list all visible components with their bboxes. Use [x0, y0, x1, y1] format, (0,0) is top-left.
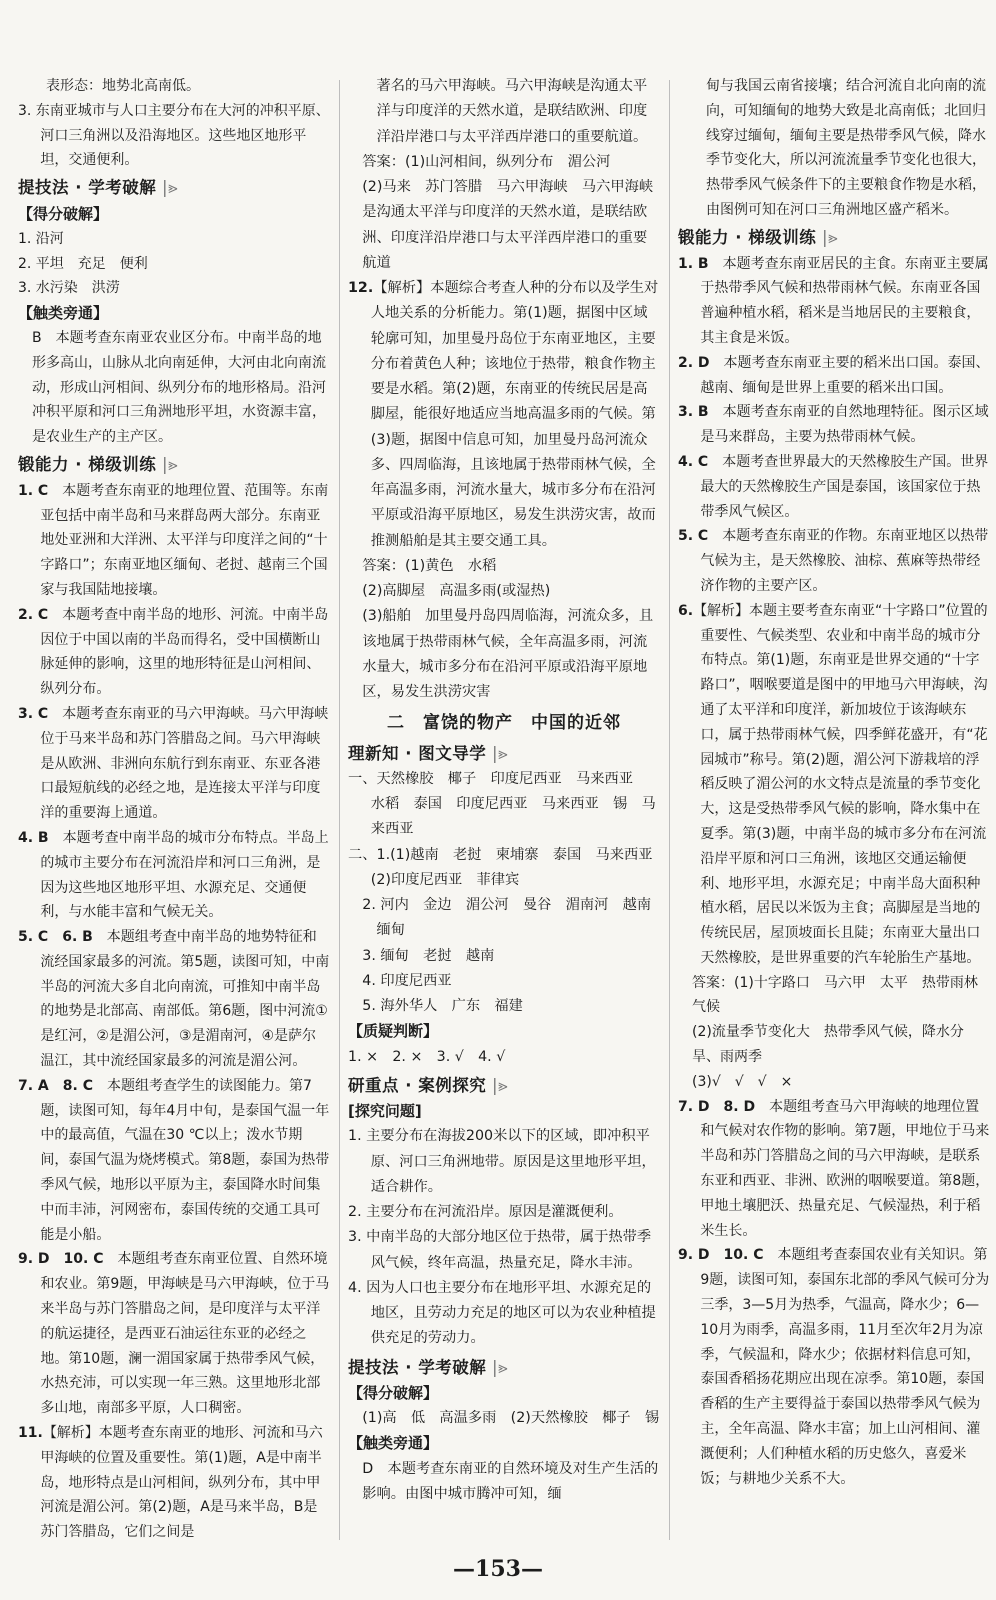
text-content: 3. 东南亚城市与人口主要分布在大河的冲积平原、河口三角洲以及沿海地区。这些地区地形平坦，交通便利。 — [18, 102, 330, 169]
answer-number: 1. B — [678, 255, 709, 272]
text-content: 表形态：地势北高南低。 — [46, 78, 200, 94]
text-content: 答案：(1)黄色 水稻 — [362, 557, 497, 574]
text-content: 【质疑判断】 — [348, 1022, 439, 1041]
text-line — [348, 1276, 660, 1352]
text-line — [348, 1200, 660, 1225]
answer-number: 5. C — [678, 528, 709, 545]
text-line — [348, 1225, 660, 1276]
text-content: 缅甸 — [376, 922, 406, 939]
text-content: 本题考查东南亚的地理位置、范围等。东南亚包括中南半岛和马来群岛两大部分。东南亚地处亚洲和大洋洲、太平洋与印度洋之间的“十字路口”；东南亚地区缅甸、老挝、越南三个国家与我国陆地接壤。 — [40, 482, 329, 598]
text-content: 锻能力 · 梯级训练 — [678, 227, 817, 247]
answer-item — [18, 826, 330, 925]
answer-number: 9. D 10. C — [18, 1251, 104, 1268]
text-line — [18, 326, 330, 450]
text-content: (3)√ √ √ × — [692, 1073, 793, 1090]
answer-number: 4. B — [18, 829, 49, 846]
double-chevron-icon: |⪢ — [156, 454, 178, 474]
text-line — [18, 276, 330, 301]
subsection-heading — [348, 1431, 660, 1456]
answer-item — [678, 524, 990, 598]
text-content: (1)高 低 高温多雨 (2)天然橡胶 椰子 锡 — [362, 1410, 660, 1426]
double-chevron-icon: |⪢ — [816, 227, 838, 247]
answer-item — [18, 1247, 330, 1421]
text-line — [348, 579, 660, 604]
double-chevron-icon: |⪢ — [486, 743, 508, 763]
text-line — [348, 175, 660, 276]
text-line — [348, 554, 660, 579]
section-heading — [348, 1355, 660, 1380]
text-content: 2. 河内 金边 湄公河 曼谷 湄南河 越南 — [348, 897, 652, 913]
lesson-title — [348, 711, 660, 736]
text-line — [348, 969, 660, 994]
subsection-heading — [348, 1019, 660, 1044]
text-content: 【解析】本题考查东南亚的地形、河流和马六甲海峡的位置及重要性。第(1)题，A是中南半岛，地形特点是山河相间，纵列分布，其中甲河流是湄公河。第(2)题，A是马来半岛，B是苏门答腊岛，它们之间是 — [40, 1425, 323, 1541]
answer-number: 9. D 10. C — [678, 1247, 764, 1264]
text-line — [18, 74, 330, 99]
answer-item — [678, 252, 990, 351]
text-content: 本题考查东南亚的作物。东南亚地区以热带气候为主，是天然橡胶、油棕、蕉麻等热带经济作物的主要产区。 — [700, 528, 989, 594]
text-content: 本题组考查学生的读图能力。第7题，读图可知，每年4月中旬，是泰国气温一年中的最高值，气温在30 ℃以上；泼水节期间，泰国气温为烧烤模式。第8题，泰国为热带季风气候，地形以平原为主，泰国降水时间集中而丰沛，河网密布，泰国传统的交通工具可能是小船。 — [40, 1077, 330, 1243]
answer-item — [678, 400, 990, 450]
text-line — [348, 843, 667, 894]
answer-number: 2. C — [18, 606, 49, 623]
answer-item — [18, 925, 330, 1074]
answer-item — [678, 599, 990, 971]
answer-page — [18, 74, 990, 1554]
text-content: 5. 海外华人 广东 福建 — [362, 998, 523, 1014]
section-heading — [678, 226, 990, 251]
text-content: (2)流量季节变化大 热带季风气候，降水分旱、雨两季 — [692, 1024, 964, 1066]
text-content: 二、1.(1)越南 老挝 柬埔寨 泰国 马来西亚 (2)印度尼西亚 菲律宾 — [348, 846, 667, 888]
column-right — [678, 74, 990, 1491]
text-content: 本题考查中南半岛的地形、河流。中南半岛因位于中国以南的半岛而得名，受中国横断山脉延伸的影响，这里的地形特征是山河相间、纵列分布。 — [40, 606, 329, 698]
text-content: 二 富饶的物产 中国的近邻 — [387, 713, 621, 734]
text-content: 3. 水污染 洪涝 — [18, 280, 120, 297]
text-content: 甸与我国云南省接壤；结合河流自北向南的流向，可知缅甸的地势大致是北高南低；北回归线穿过缅甸，缅甸主要是热带季风气候，降水季节变化大，所以河流流量季节变化也很大，热带季风气候条件下的主要粮食作物是水稻，由图例可知在河口三角洲地区盛产稻米。 — [706, 78, 986, 218]
text-line — [348, 944, 660, 969]
text-content: 本题考查东南亚的自然地理特征。图示区域是马来群岛，主要为热带雨林气候。 — [700, 404, 989, 446]
double-chevron-icon: |⪢ — [156, 178, 178, 198]
text-line — [348, 74, 660, 150]
answer-number: 6. — [678, 602, 694, 619]
double-chevron-icon: |⪢ — [486, 1075, 508, 1095]
text-content: 【解析】本题主要考查东南亚“十字路口”位置的重要性、气候类型、农业和中南半岛的城市分布特点。第(1)题，东南亚是世界交通的“十字路口”，咽喉要道是图中的甲地马六甲海峡，沟通了太平洋和印度洋，新加坡位于该海峡东口，属于热带雨林气候，四季鲜花盛开，有“花园城市”称号。第(2)题，湄公河下游栽培的浮稻反映了湄公河的水文特点是流量的季节变化大，这是受热带季风气候的影响，降水集中在夏季。第(3)题，中南半岛的城市多分布在河流沿岸平原和河口三角洲，该地区交通运输便利、地形平坦，水源充足；中南半岛大面积种植水稻，居民以米饭为主食；高脚屋是当地的传统民居，屋顶坡面长且陡；东南亚大量出口天然橡胶，是世界重要的汽车轮胎生产基地。 — [693, 602, 988, 966]
text-content: D 本题考查东南亚的自然环境及对生产生活的影响。由图中城市腾冲可知，缅 — [362, 1460, 659, 1502]
answer-number: 2. D — [678, 354, 710, 371]
subsection-heading — [348, 1099, 660, 1124]
text-content: 本题考查世界最大的天然橡胶生产国。世界最大的天然橡胶生产国是泰国，该国家位于热带季风气候区。 — [700, 453, 989, 520]
section-heading — [348, 741, 660, 766]
section-heading — [18, 453, 330, 478]
column-middle — [348, 74, 667, 1507]
subsection-heading — [348, 1381, 660, 1406]
text-content: 理新知 · 图文导学 — [348, 743, 487, 763]
text-content: 本题组考查泰国农业有关知识。第9题，读图可知，泰国东北部的季风气候可分为三季，3—5月为热季，气温高，降水少；6—10月为雨季，高温多雨，11月至次年2月为凉季，气候温和，降水少；依据材料信息可知，泰国香稻扬花期应出现在凉季。第10题，泰国香稻的生产主要得益于泰国以热带季风气候为主，全年高温、降水丰富；加上山河相间、灌溉便利；人们种植水稻的历史悠久，喜爱米饭；与耕地少关系不大。 — [700, 1247, 990, 1487]
text-content: 本题考查中南半岛的城市分布特点。半岛上的城市主要分布在河流沿岸和河口三角洲，是因为这些地区地形平坦、水源充足、交通便利，与水能丰富和气候无关。 — [40, 829, 329, 921]
text-content: 1. × 2. × 3. √ 4. √ — [348, 1048, 506, 1065]
text-line — [348, 150, 660, 175]
text-line — [18, 99, 330, 173]
text-line — [678, 971, 990, 1021]
answer-item — [678, 1095, 990, 1244]
answer-item — [18, 479, 330, 603]
text-content: 【触类旁通】 — [348, 1434, 439, 1453]
text-content: 本题组考查中南半岛的地势特征和流经国家最多的河流。第5题，读图可知，中南半岛的河流大多自北向南流，可推知中南半岛的地势是北部高、南部低。第6题，图中河流①是红河，②是湄公河，③是湄南河，④是萨尔温江，其中流经国家最多的河流是湄公河。 — [40, 929, 330, 1070]
text-line — [348, 604, 660, 705]
answer-item — [18, 1421, 330, 1545]
text-content: 1. 沿河 — [18, 230, 64, 247]
text-content: 【得分破解】 — [348, 1383, 439, 1402]
text-content: 1. 主要分布在海拔200米以下的区域，即冲积平原、河口三角洲地带。原因是这里地形平坦，适合耕作。 — [348, 1128, 656, 1195]
text-content: 一、天然橡胶 椰子 印度尼西亚 马来西亚 水稻 泰国 印度尼西亚 马来西亚 锡 马来西亚 — [348, 770, 656, 838]
text-line — [678, 1070, 990, 1095]
text-content: 本题考查东南亚的马六甲海峡。马六甲海峡位于马来半岛和苏门答腊岛之间。马六甲海峡是从欧洲、非洲向东航行到东南亚、东亚各港口最短航线的必经之地，是连接太平洋与印度洋的重要海上通道。 — [40, 705, 329, 822]
text-line — [348, 918, 660, 943]
text-content: 本题组考查东南亚位置、自然环境和农业。第9题，甲海峡是马六甲海峡，位于马来半岛与苏门答腊岛之间，是印度洋与太平洋的航运捷径，是西亚石油运往东亚的必经之地。第10题，澜一湄国家属于热带季风气候，水热充沛，可以实现一年三熟。这里地形北部多山地，南部多平原，人口稠密。 — [40, 1251, 330, 1417]
column-left — [18, 74, 330, 1545]
answer-item — [18, 603, 330, 702]
answer-number: 11. — [18, 1425, 43, 1442]
text-line — [18, 227, 330, 252]
answer-number: 7. D 8. D — [678, 1098, 756, 1115]
text-content: (3)船舶 加里曼丹岛四周临海，河流众多，且该地属于热带雨林气候，全年高温多雨，河流水量大，城市多分布在沿河平原或沿海平原地区，易发生洪涝灾害 — [362, 608, 654, 700]
text-content: 2. 主要分布在河流沿岸。原因是灌溉便利。 — [348, 1204, 623, 1220]
page-number: —153— — [453, 1556, 543, 1582]
answer-number: 1. C — [18, 482, 49, 499]
text-content: [探究问题] — [348, 1102, 422, 1120]
text-content: 研重点 · 案例探究 — [348, 1075, 487, 1095]
answer-number: 12. — [348, 280, 374, 296]
answer-item — [348, 276, 660, 554]
text-line — [348, 1124, 660, 1200]
text-content: 提技法 · 学考破解 — [348, 1357, 487, 1377]
answer-number: 7. A 8. C — [18, 1077, 93, 1094]
subsection-heading — [18, 301, 330, 326]
answer-item — [678, 1243, 990, 1491]
text-line — [348, 1406, 660, 1431]
text-line — [348, 1045, 660, 1070]
subsection-heading — [18, 202, 330, 227]
answer-item — [678, 450, 990, 524]
text-content: (2)马来 苏门答腊 马六甲海峡 马六甲海峡是沟通太平洋与印度洋的天然水道，是联结欧洲、印度洋沿岸港口与太平洋西岸港口的重要航道 — [362, 179, 654, 271]
text-line — [348, 893, 660, 918]
text-content: B 本题考查东南亚农业区分布。中南半岛的地形多高山，山脉从北向南延伸，大河由北向南流动，形成山河相间、纵列分布的地形格局。沿河冲积平原和河口三角洲地形平坦，水资源丰富，是农业生产的主产区。 — [32, 329, 326, 446]
text-content: 著名的马六甲海峡。马六甲海峡是沟通太平洋与印度洋的天然水道，是联结欧洲、印度洋沿岸港口与太平洋西岸港口的重要航道。 — [376, 78, 648, 145]
column-divider — [339, 80, 340, 1540]
text-content: 本题组考查马六甲海峡的地理位置和气候对农作物的影响。第7题，甲地位于马来半岛和苏门答腊岛之间的马六甲海峡，是联系东亚和西亚、非洲、欧洲的咽喉要道。第8题，甲地土壤肥沃、热量充足、气候湿热，利于稻米生长。 — [700, 1098, 990, 1239]
text-content: 3. 中南半岛的大部分地区位于热带，属于热带季风气候，终年高温，热量充足，降水丰沛。 — [348, 1229, 652, 1271]
answer-item — [18, 702, 330, 826]
text-line — [348, 994, 660, 1019]
text-content: 本题考查东南亚居民的主食。东南亚主要属于热带季风气候和热带雨林气候。东南亚各国普遍种植水稻，稻米是当地居民的主要粮食，其主食是米饭。 — [700, 255, 989, 346]
answer-number: 5. C 6. B — [18, 929, 93, 946]
text-content: 答案：(1)十字路口 马六甲 太平 热带雨林气候 — [692, 974, 978, 1016]
double-chevron-icon: |⪢ — [486, 1357, 508, 1377]
answer-number: 3. B — [678, 404, 709, 421]
text-content: 锻能力 · 梯级训练 — [18, 454, 157, 474]
answer-number: 3. C — [18, 705, 49, 722]
text-content: 3. 缅甸 老挝 越南 — [362, 947, 495, 964]
answer-item — [18, 1074, 330, 1248]
answer-number: 4. C — [678, 453, 709, 470]
text-content: 提技法 · 学考破解 — [18, 178, 157, 198]
text-line — [678, 74, 990, 223]
text-line — [348, 1457, 660, 1508]
text-content: (2)高脚屋 高温多雨(或湿热) — [362, 583, 551, 599]
text-content: 2. 平坦 充足 便利 — [18, 255, 148, 272]
column-divider — [669, 80, 670, 1540]
text-content: 答案：(1)山河相间，纵列分布 湄公河 — [362, 153, 611, 170]
text-line — [18, 252, 330, 277]
text-content: 【得分破解】 — [18, 204, 109, 223]
text-line — [348, 767, 660, 843]
text-line — [678, 1020, 990, 1070]
text-content: 【触类旁通】 — [18, 304, 109, 323]
section-heading — [348, 1073, 660, 1098]
answer-item — [678, 351, 990, 401]
text-content: 4. 因为人口也主要分布在地形平坦、水源充足的地区，且劳动力充足的地区可以为农业种植提供充足的劳动力。 — [348, 1279, 656, 1347]
text-content: 4. 印度尼西亚 — [362, 972, 452, 989]
section-heading — [18, 176, 330, 201]
text-content: 本题考查东南亚主要的稻米出口国。泰国、越南、缅甸是世界上重要的稻米出口国。 — [700, 354, 990, 396]
text-content: 【解析】本题综合考查人种的分布以及学生对人地关系的分析能力。第(1)题，据图中区域轮廓可知，加里曼丹岛位于东南亚地区，主要分布着黄色人种；该地位于热带，粮食作物主要是水稻。第(2)题，东南亚的传统民居是高脚屋，能很好地适应当地高温多雨的气候。第(3)题，据图中信息可知，加里曼丹岛河流众多、四周临海，且该地属于热带雨林气候，全年高温多雨，河流水量大，城市多分布在沿河平原或沿海平原地区，易发生洪涝灾害，故而推测船舶是其主要交通工具。 — [370, 280, 659, 549]
